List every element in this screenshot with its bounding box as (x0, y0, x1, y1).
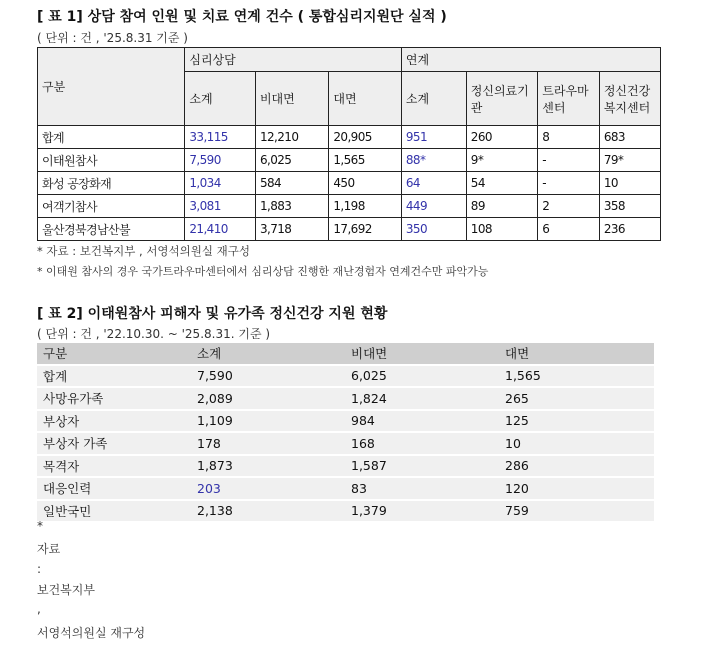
table1-header-link: 연계 (401, 48, 660, 72)
cell: 7,590 (191, 365, 345, 388)
cell: 21,410 (185, 218, 256, 241)
cell: - (538, 149, 600, 172)
table1-unit: ( 단위 : 건 , '25.8.31 기준 ) (37, 31, 188, 45)
cell: 1,198 (329, 195, 401, 218)
row-label: 여객기참사 (38, 195, 185, 218)
table-row (37, 410, 654, 433)
table1-subheader: 정신의료기관 (466, 72, 538, 126)
table-row (37, 432, 654, 455)
cell: 7,590 (185, 149, 256, 172)
cell: 584 (255, 172, 328, 195)
table-row (38, 149, 661, 172)
cell: 33,115 (185, 126, 256, 149)
table2-header: 소계 (191, 343, 345, 365)
cell: 759 (499, 500, 654, 523)
cell: 2,138 (191, 500, 345, 523)
footer-editor: 서영석의원실 재구성 (37, 626, 146, 640)
cell: 3,081 (185, 195, 256, 218)
table2-header: 대면 (499, 343, 654, 365)
table1-header-counseling: 심리상담 (185, 48, 402, 72)
footer-star: * (37, 519, 43, 533)
row-label: 대응인력 (37, 477, 191, 500)
table2-unit: ( 단위 : 건 , '22.10.30. ~ '25.8.31. 기준 ) (37, 327, 271, 341)
table1-title: [ 표 1] 상담 참여 인원 및 치료 연계 건수 ( 통합심리지원단 실적 ) (37, 9, 447, 25)
table-row (38, 126, 661, 149)
table1-subheader: 대면 (329, 72, 401, 126)
table-row (37, 365, 654, 388)
cell: 1,824 (345, 387, 499, 410)
table-row (37, 500, 654, 523)
cell: 236 (599, 218, 660, 241)
table-row (38, 172, 661, 195)
cell: 350 (401, 218, 466, 241)
cell: 2 (538, 195, 600, 218)
row-label: 합계 (38, 126, 185, 149)
table1-subheader: 소계 (401, 72, 466, 126)
footer-label: 자료 (37, 542, 61, 556)
cell: 9* (466, 149, 538, 172)
table1-subheader: 소계 (185, 72, 256, 126)
cell: 286 (499, 455, 654, 478)
cell: 951 (401, 126, 466, 149)
cell: 260 (466, 126, 538, 149)
row-label: 사망유가족 (37, 387, 191, 410)
cell: 1,565 (499, 365, 654, 388)
cell: 12,210 (255, 126, 328, 149)
row-label: 목격자 (37, 455, 191, 478)
cell: 449 (401, 195, 466, 218)
table-row (37, 387, 654, 410)
cell: 6,025 (345, 365, 499, 388)
row-label: 합계 (37, 365, 191, 388)
table-row (37, 455, 654, 478)
cell: 88* (401, 149, 466, 172)
table1-subheader: 정신건강복지센터 (599, 72, 660, 126)
cell: 178 (191, 432, 345, 455)
row-label: 부상자 가족 (37, 432, 191, 455)
cell: 79* (599, 149, 660, 172)
cell: 1,034 (185, 172, 256, 195)
table2-header: 비대면 (345, 343, 499, 365)
cell: 1,109 (191, 410, 345, 433)
table-row (37, 477, 654, 500)
footer-comma: , (37, 602, 41, 616)
table2-header: 구분 (37, 343, 191, 365)
cell: 64 (401, 172, 466, 195)
footer-source: 보건복지부 (37, 583, 95, 597)
row-label: 일반국민 (37, 500, 191, 523)
row-label: 울산경북경남산불 (38, 218, 185, 241)
cell: - (538, 172, 600, 195)
table-row (38, 218, 661, 241)
cell: 1,565 (329, 149, 401, 172)
cell: 83 (345, 477, 499, 500)
cell: 3,718 (255, 218, 328, 241)
cell: 20,905 (329, 126, 401, 149)
footer-colon: : (37, 562, 42, 576)
cell: 54 (466, 172, 538, 195)
cell: 6,025 (255, 149, 328, 172)
row-label: 이태원참사 (38, 149, 185, 172)
cell: 2,089 (191, 387, 345, 410)
table1-subheader: 트라우마센터 (538, 72, 600, 126)
cell: 683 (599, 126, 660, 149)
cell: 8 (538, 126, 600, 149)
cell: 984 (345, 410, 499, 433)
cell: 265 (499, 387, 654, 410)
table2 (37, 343, 654, 523)
cell: 125 (499, 410, 654, 433)
cell: 6 (538, 218, 600, 241)
table1-note-itaewon: * 이태원 참사의 경우 국가트라우마센터에서 심리상담 진행한 재난경험자 연계건수만 파악가능 (37, 265, 489, 278)
cell: 1,873 (191, 455, 345, 478)
cell: 358 (599, 195, 660, 218)
table1-note-source: * 자료 : 보건복지부 , 서영석의원실 재구성 (37, 244, 250, 258)
table-row (38, 195, 661, 218)
cell: 1,379 (345, 500, 499, 523)
cell: 450 (329, 172, 401, 195)
cell: 108 (466, 218, 538, 241)
row-label: 부상자 (37, 410, 191, 433)
cell: 203 (191, 477, 345, 500)
cell: 168 (345, 432, 499, 455)
cell: 17,692 (329, 218, 401, 241)
cell: 10 (499, 432, 654, 455)
table1-subheader: 비대면 (255, 72, 328, 126)
cell: 120 (499, 477, 654, 500)
cell: 10 (599, 172, 660, 195)
row-label: 화성 공장화재 (38, 172, 185, 195)
table1 (37, 47, 661, 241)
cell: 1,587 (345, 455, 499, 478)
cell: 1,883 (255, 195, 328, 218)
table2-title: [ 표 2] 이태원참사 피해자 및 유가족 정신건강 지원 현황 (37, 306, 388, 322)
table1-header-category: 구분 (38, 48, 185, 126)
cell: 89 (466, 195, 538, 218)
